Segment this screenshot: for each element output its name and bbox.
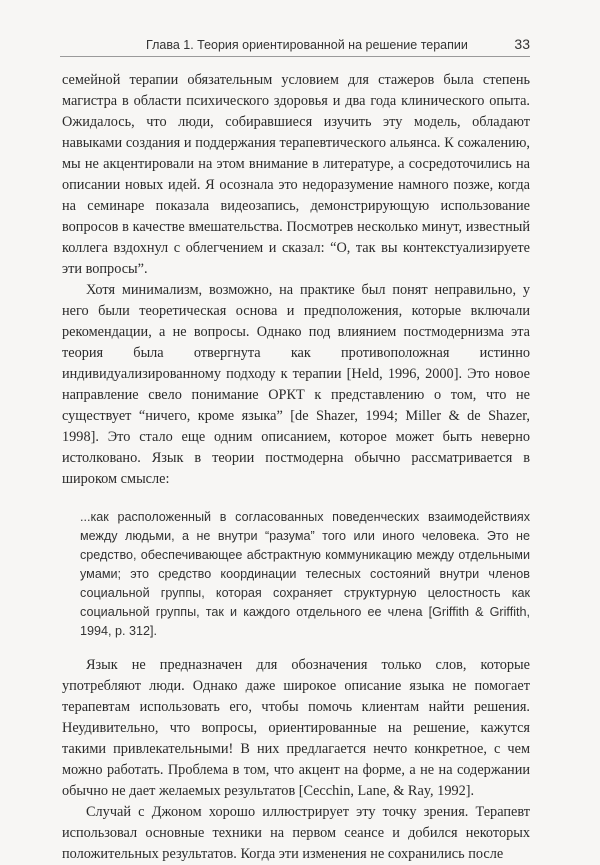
- paragraph: семейной терапии обязательным условием для стажеров была степень магистра в области психического здоровья и два года клинического опыта. Ожидалось, что люди, собиравшиеся изучить эту модель, обладают навыками создания и поддержания терапевтического альянса. К сожалению, мы не акцентировали на этом внимание в литературе, а сосредоточились на описании новых идей. Я осознала это недоразумение намного позже, когда на семинаре показала видеозапись, демонстрирующую использование вопросов в качестве вмешательства. Посмотрев несколько минут, известный коллега вздохнул с облегчением и сказал: “О, так вы контекстуализируете эти вопросы”.: [62, 72, 530, 277]
- paragraph: Случай с Джоном хорошо иллюстрирует эту точку зрения. Терапевт использовал основные техники на первом сеансе и добился некоторых положительных результатов. Когда эти изменения не сохранились после: [62, 804, 530, 862]
- page-number: 33: [514, 36, 530, 52]
- chapter-title: Глава 1. Теория ориентированной на решение терапии: [146, 38, 468, 52]
- running-header: [60, 36, 530, 57]
- paragraph: Язык не предназначен для обозначения только слов, которые употребляют люди. Однако даже широкое описание языка не помогает терапевтам использовать его, чтобы помочь клиентам найти решения. Неудивительно, что вопросы, ориентированные на решение, кажутся такими привлекательными! В них предлагается нечто конкретное, с чем можно работать. Проблема в том, что акцент на форме, а не на содержании обычно не дает желаемых результатов [Cecchin, Lane, & Ray, 1992].: [62, 657, 530, 799]
- block-quote: ...как расположенный в согласованных поведенческих взаимодействиях между людьми, а не внутри “разума” того или иного человека. Это не средство, обеспечивающее абстрактную коммуникацию между отдельными умами; это средство координации телесных состояний внутри членов социальной группы, которая сохраняет структурную целостность как социальной группы, так и каждого отдельного ее члена [Griffith & Griffith, 1994, p. 312].: [80, 510, 530, 638]
- paragraph: Хотя минимализм, возможно, на практике был понят неправильно, у него были теоретическая основа и предположения, которые включали рекомендации, а не вопросы. Однако под влиянием постмодернизма эта теория была отвергнута как противоположная истинно индивидуализированному подходу к терапии [Held, 1996, 2000]. Это новое направление свело понимание ОРКТ к представлению о том, что не существует “ничего, кроме языка” [de Shazer, 1994; Miller & de Shazer, 1998]. Это стало еще одним описанием, которое может быть неверно истолковано. Язык в теории постмодерна обычно рассматривается в широком смысле:: [62, 282, 530, 487]
- main-text: [62, 70, 530, 865]
